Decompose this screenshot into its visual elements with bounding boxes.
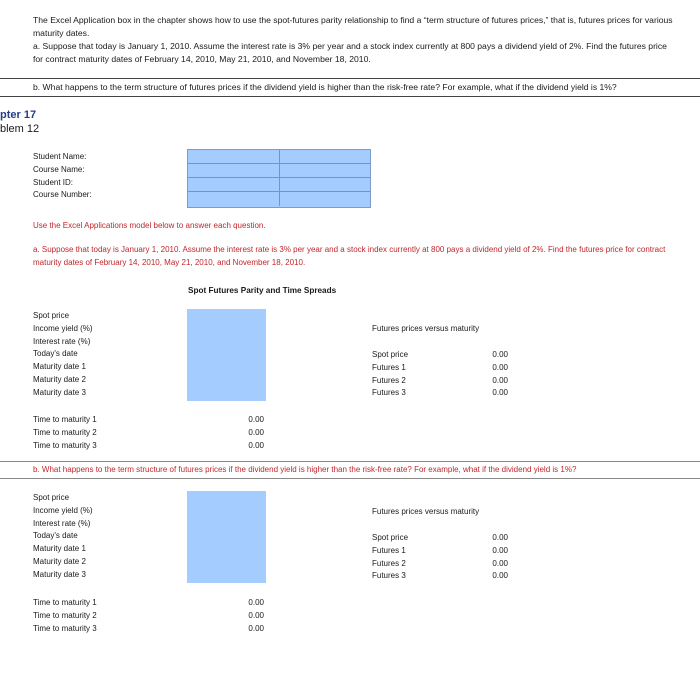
income-yield-label: Income yield (%) [33,323,93,333]
time-to-maturity-1-label: Time to maturity 1 [33,415,97,424]
maturity-date-2-label: Maturity date 2 [33,556,86,566]
time-to-maturity-3-label: Time to maturity 3 [33,440,97,450]
problem-part-a-text: a. Suppose that today is January 1, 2010. Assume the interest rate is 3% per year and a stock index currently at 800 pays a dividend yield of 2%. Find the futures price for contract maturity dates of February 14, 2010, May 21, 2010, and November 18, 2010. [33,41,667,64]
student-info-labels [33,151,92,202]
chapter-heading: pter 17 [0,109,37,121]
student-id-field[interactable] [188,178,370,192]
futures-3-label: Futures 3 [372,571,406,581]
course-name-field[interactable] [188,164,370,178]
time-to-maturity-1-label: Time to maturity 1 [33,598,97,607]
maturity-date-3-label: Maturity date 3 [33,387,86,397]
section-a-input-cells[interactable] [187,309,266,401]
section-b-input-cells[interactable] [187,491,266,583]
futures-2-value: 0.00 [492,375,508,385]
income-yield-label: Income yield (%) [33,505,93,515]
futures-1-value: 0.00 [492,545,508,555]
spot-price-label: Spot price [33,493,70,502]
futures-spot-value: 0.00 [492,533,508,542]
time-to-maturity-1-value: 0.00 [248,415,264,424]
section-a-input-labels [33,310,93,400]
maturity-date-1-label: Maturity date 1 [33,362,86,372]
part-a-question: a. Suppose that today is January 1, 2010. Assume the interest rate is 3% per year and a stock index currently at 800 pays a dividend yield of 2%. Find the futures price for contract maturity dates of February 14, 2010, May 21, 2010, and November 18, 2010. [33,245,666,267]
section-b-input-labels [33,492,93,582]
section-a-maturity-labels [33,414,97,452]
course-number-field[interactable] [188,192,370,206]
problem-intro-text: The Excel Application box in the chapter shows how to use the spot-futures parity relationship to find a “term structure of futures prices,” that is, futures prices for various maturity dates. [33,15,673,38]
futures-1-label: Futures 1 [372,545,406,555]
time-to-maturity-3-value: 0.00 [248,440,264,450]
spot-price-label: Spot price [33,311,70,320]
section-b-futures-heading: Futures prices versus maturity [372,507,480,516]
section-a-maturity-values [226,414,264,452]
todays-date-label: Today's date [33,349,78,359]
problem-heading: blem 12 [0,123,40,135]
futures-1-value: 0.00 [492,362,508,372]
time-to-maturity-2-label: Time to maturity 2 [33,610,97,620]
todays-date-label: Today's date [33,531,78,541]
futures-spot-label: Spot price [372,350,409,359]
part-b-question: b. What happens to the term structure of futures prices if the dividend yield is higher than the risk-free rate? For example, what if the dividend yield is 1%? [33,465,577,474]
student-info-grid [187,149,371,208]
model-title: Spot Futures Parity and Time Spreads [188,286,337,295]
divider [0,96,700,97]
problem-part-b-text: b. What happens to the term structure of futures prices if the dividend yield is higher than the risk-free rate? For example, what if the dividend yield is 1%? [33,82,617,92]
divider [0,478,700,479]
time-to-maturity-3-label: Time to maturity 3 [33,623,97,633]
futures-2-label: Futures 2 [372,375,406,385]
futures-2-value: 0.00 [492,558,508,568]
student-id-label: Student ID: [33,177,74,187]
futures-3-value: 0.00 [492,388,508,398]
time-to-maturity-3-value: 0.00 [248,623,264,633]
section-b-maturity-labels [33,597,97,635]
time-to-maturity-2-value: 0.00 [248,610,264,620]
interest-rate-label: Interest rate (%) [33,518,91,528]
course-number-label: Course Number: [33,190,92,200]
student-name-field[interactable] [188,150,370,164]
futures-3-value: 0.00 [492,571,508,581]
maturity-date-1-label: Maturity date 1 [33,544,86,554]
futures-2-label: Futures 2 [372,558,406,568]
section-a-futures-values [470,349,508,400]
section-a-futures-heading: Futures prices versus maturity [372,324,480,333]
futures-spot-value: 0.00 [492,350,508,359]
divider [0,461,700,462]
maturity-date-3-label: Maturity date 3 [33,569,86,579]
course-name-label: Course Name: [33,164,85,174]
instruction-text: Use the Excel Applications model below to answer each question. [33,221,266,230]
problem-statement [33,14,673,66]
section-b-futures-values [470,532,508,583]
interest-rate-label: Interest rate (%) [33,336,91,346]
divider [0,78,700,79]
maturity-date-2-label: Maturity date 2 [33,374,86,384]
student-name-label: Student Name: [33,152,87,161]
section-b-futures-labels [372,532,408,583]
time-to-maturity-2-value: 0.00 [248,427,264,437]
section-a-futures-labels [372,349,408,400]
futures-3-label: Futures 3 [372,388,406,398]
futures-1-label: Futures 1 [372,362,406,372]
time-to-maturity-2-label: Time to maturity 2 [33,427,97,437]
time-to-maturity-1-value: 0.00 [248,598,264,607]
section-b-maturity-values [226,597,264,635]
futures-spot-label: Spot price [372,533,409,542]
